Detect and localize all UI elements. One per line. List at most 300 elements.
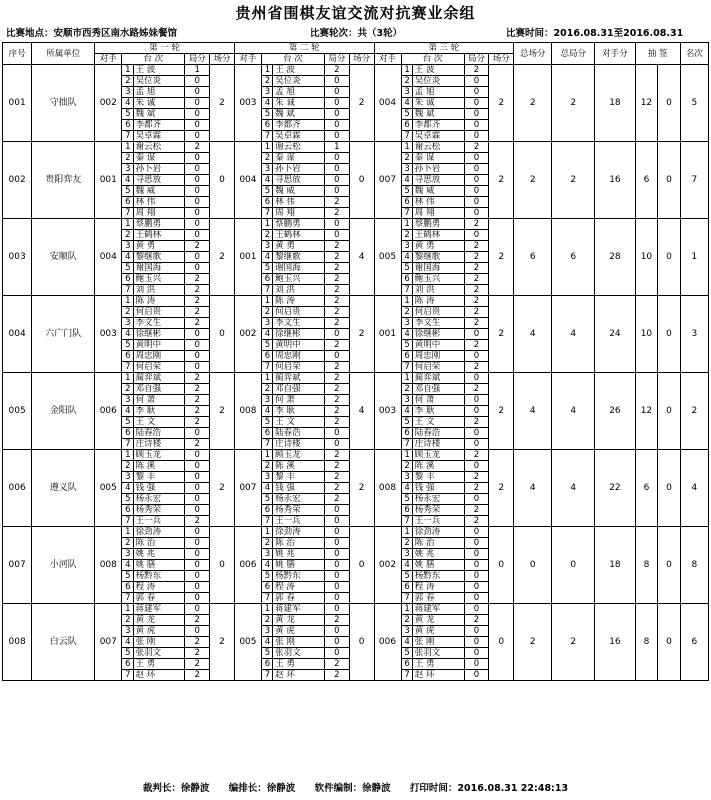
board-number: 1 (261, 296, 272, 307)
board-number: 6 (122, 582, 133, 593)
round-opponent: 006 (374, 604, 401, 681)
player-name: 黎 丰 (273, 472, 325, 483)
board-number: 4 (122, 560, 133, 571)
team-seq: 001 (3, 65, 32, 142)
board-number: 3 (261, 241, 272, 252)
opponent-points: 12 (635, 65, 658, 142)
board-number: 6 (261, 659, 272, 670)
team-name: 贵阳弈友 (32, 142, 95, 219)
board-number: 7 (261, 670, 272, 681)
round-match-points: 4 (349, 373, 374, 450)
board-number: 1 (122, 296, 133, 307)
round-opponent: 004 (374, 65, 401, 142)
game-points: 0 (324, 538, 349, 549)
board-number: 2 (401, 76, 412, 87)
game-points: 0 (464, 604, 489, 615)
player-name: 蔺弈斌 (412, 373, 464, 384)
game-points: 0 (464, 164, 489, 175)
board-number: 4 (122, 252, 133, 263)
game-points: 0 (185, 109, 210, 120)
total-points: 16 (595, 142, 636, 219)
game-points: 0 (464, 351, 489, 362)
game-points: 2 (185, 637, 210, 648)
game-points: 0 (464, 626, 489, 637)
game-points: 2 (185, 142, 210, 153)
player-name: 蔡鹏勇 (133, 219, 185, 230)
board-number: 7 (401, 439, 412, 450)
round-opponent: 003 (95, 296, 122, 373)
player-name: 黎 丰 (412, 472, 464, 483)
game-points: 0 (185, 164, 210, 175)
board-number: 1 (261, 604, 272, 615)
player-name: 杨秀荣 (412, 505, 464, 516)
board-number: 3 (261, 395, 272, 406)
board-number: 6 (261, 197, 272, 208)
board-number: 1 (401, 604, 412, 615)
total-points: 18 (595, 65, 636, 142)
board-number: 6 (122, 505, 133, 516)
game-points: 2 (324, 615, 349, 626)
game-points: 0 (324, 329, 349, 340)
game-points: 2 (324, 65, 349, 76)
board-number: 1 (122, 450, 133, 461)
player-name: 庄诗楼 (273, 439, 325, 450)
player-name: 黄 虎 (133, 626, 185, 637)
game-points: 0 (324, 560, 349, 571)
game-points: 0 (464, 428, 489, 439)
game-points: 2 (324, 659, 349, 670)
board-number: 2 (261, 615, 272, 626)
game-points: 2 (324, 384, 349, 395)
board-number: 5 (261, 263, 272, 274)
game-points: 0 (185, 252, 210, 263)
game-points: 0 (464, 670, 489, 681)
game-points: 2 (324, 395, 349, 406)
player-name: 何启贵 (273, 307, 325, 318)
game-points: 0 (185, 472, 210, 483)
game-points: 2 (324, 241, 349, 252)
game-points: 0 (324, 428, 349, 439)
game-points: 2 (185, 670, 210, 681)
footer (0, 780, 711, 798)
total-match-points: 4 (514, 450, 552, 527)
player-name: 杨秀荣 (273, 505, 325, 516)
board-number: 3 (401, 318, 412, 329)
game-points: 0 (185, 208, 210, 219)
game-points: 2 (464, 252, 489, 263)
player-name: 黎继歌 (273, 252, 325, 263)
draw-value: 0 (658, 373, 681, 450)
board-number: 6 (401, 120, 412, 131)
game-points: 2 (185, 439, 210, 450)
game-points: 2 (464, 450, 489, 461)
board-number: 7 (401, 670, 412, 681)
total-points: 28 (595, 219, 636, 296)
player-name: 王 勇 (133, 659, 185, 670)
player-name: 姚 膳 (273, 560, 325, 571)
game-points: 0 (324, 76, 349, 87)
player-name: 张羽文 (133, 648, 185, 659)
game-points: 2 (185, 318, 210, 329)
game-points: 0 (324, 516, 349, 527)
game-points: 0 (185, 230, 210, 241)
board-number: 5 (261, 186, 272, 197)
rank-value: 6 (680, 604, 708, 681)
rank-value: 2 (680, 373, 708, 450)
player-name: 陈 溪 (273, 461, 325, 472)
player-name: 吴位炎 (273, 76, 325, 87)
round-match-points: 2 (210, 219, 235, 296)
board-number: 5 (261, 571, 272, 582)
round-opponent: 005 (234, 604, 261, 681)
board-number: 1 (401, 296, 412, 307)
game-points: 0 (464, 197, 489, 208)
game-points: 2 (185, 615, 210, 626)
opponent-points: 6 (635, 142, 658, 219)
player-name: 谢国海 (412, 263, 464, 274)
game-points: 0 (464, 153, 489, 164)
game-points: 2 (464, 274, 489, 285)
player-name: 邓自强 (133, 384, 185, 395)
board-number: 2 (122, 76, 133, 87)
player-name: 刘 洪 (273, 285, 325, 296)
game-points: 2 (464, 318, 489, 329)
game-points: 2 (185, 648, 210, 659)
header-match-pts: 场分 (349, 54, 374, 65)
player-name: 程 涛 (412, 582, 464, 593)
team-seq: 005 (3, 373, 32, 450)
game-points: 0 (185, 362, 210, 373)
game-points: 0 (464, 538, 489, 549)
game-points: 0 (464, 593, 489, 604)
game-points: 2 (464, 505, 489, 516)
opponent-points: 10 (635, 296, 658, 373)
player-name: 魏 威 (133, 186, 185, 197)
game-points: 0 (185, 494, 210, 505)
player-name: 庄诗楼 (412, 439, 464, 450)
table-row (3, 527, 709, 538)
game-points: 0 (464, 549, 489, 560)
player-name: 林 伟 (133, 197, 185, 208)
game-points: 0 (464, 109, 489, 120)
player-name: 邓自强 (412, 384, 464, 395)
player-name: 王 波 (412, 65, 464, 76)
board-number: 3 (122, 395, 133, 406)
player-name: 陈 溪 (412, 461, 464, 472)
round-opponent: 004 (234, 142, 261, 219)
board-number: 2 (261, 230, 272, 241)
board-number: 2 (261, 307, 272, 318)
player-name: 鲍玉兴 (273, 274, 325, 285)
game-points: 0 (464, 208, 489, 219)
board-number: 7 (401, 208, 412, 219)
board-number: 2 (122, 384, 133, 395)
total-points: 24 (595, 296, 636, 373)
round-opponent: 008 (374, 450, 401, 527)
player-name: 周忠刚 (133, 351, 185, 362)
board-number: 1 (261, 142, 272, 153)
game-points: 0 (464, 76, 489, 87)
round-opponent: 008 (234, 373, 261, 450)
board-number: 4 (401, 252, 412, 263)
game-points: 2 (185, 659, 210, 670)
player-name: 孙卜岩 (273, 164, 325, 175)
player-name: 谢云松 (133, 142, 185, 153)
game-points: 0 (185, 153, 210, 164)
board-number: 4 (401, 329, 412, 340)
player-name: 周忠刚 (412, 351, 464, 362)
game-points: 0 (464, 406, 489, 417)
total-match-points: 6 (514, 219, 552, 296)
game-points: 2 (324, 307, 349, 318)
player-name: 王一兵 (273, 516, 325, 527)
game-points: 0 (464, 659, 489, 670)
player-name: 杨永宏 (273, 494, 325, 505)
round-match-points: 0 (349, 527, 374, 604)
player-name: 黎继歌 (412, 252, 464, 263)
board-number: 1 (401, 373, 412, 384)
board-number: 7 (122, 285, 133, 296)
board-number: 6 (261, 351, 272, 362)
board-number: 3 (401, 549, 412, 560)
board-number: 5 (261, 417, 272, 428)
player-name: 王 文 (412, 417, 464, 428)
board-number: 2 (401, 384, 412, 395)
player-name: 何 萧 (133, 395, 185, 406)
player-name: 陈 涛 (273, 296, 325, 307)
player-name: 徐继彬 (133, 329, 185, 340)
board-number: 1 (261, 373, 272, 384)
player-name: 王 文 (273, 417, 325, 428)
game-points: 2 (464, 241, 489, 252)
round-opponent: 007 (374, 142, 401, 219)
round-match-points: 0 (210, 142, 235, 219)
game-points: 0 (464, 494, 489, 505)
board-number: 5 (122, 571, 133, 582)
player-name: 魏 威 (412, 186, 464, 197)
board-number: 6 (261, 428, 272, 439)
board-number: 6 (401, 274, 412, 285)
player-name: 李 耿 (412, 406, 464, 417)
game-points: 0 (464, 571, 489, 582)
table-row (3, 219, 709, 230)
player-name: 黄 龙 (412, 615, 464, 626)
team-seq: 006 (3, 450, 32, 527)
board-number: 2 (261, 384, 272, 395)
board-number: 7 (122, 670, 133, 681)
game-points: 2 (324, 285, 349, 296)
player-name: 谢国海 (273, 263, 325, 274)
game-points: 0 (464, 186, 489, 197)
board-number: 3 (261, 626, 272, 637)
player-name: 秦 谋 (133, 153, 185, 164)
board-number: 5 (261, 109, 272, 120)
board-number: 4 (261, 560, 272, 571)
game-points: 0 (464, 87, 489, 98)
game-points: 2 (185, 274, 210, 285)
player-name: 陈 治 (133, 538, 185, 549)
player-name: 李文生 (133, 318, 185, 329)
player-name: 杨永宏 (133, 494, 185, 505)
game-points: 2 (324, 296, 349, 307)
player-name: 黎继歌 (133, 252, 185, 263)
player-name: 张 刚 (412, 637, 464, 648)
game-points: 0 (185, 604, 210, 615)
board-number: 7 (122, 208, 133, 219)
draw-value: 0 (658, 450, 681, 527)
board-number: 1 (261, 65, 272, 76)
game-points: 2 (185, 384, 210, 395)
game-points: 2 (324, 450, 349, 461)
board-number: 5 (122, 494, 133, 505)
player-name: 陈 涛 (133, 296, 185, 307)
game-points: 0 (185, 340, 210, 351)
round-match-points: 2 (349, 450, 374, 527)
game-points: 0 (324, 527, 349, 538)
player-name: 陆春浩 (273, 428, 325, 439)
board-number: 5 (261, 648, 272, 659)
board-number: 6 (122, 351, 133, 362)
game-points: 2 (185, 417, 210, 428)
board-number: 2 (122, 461, 133, 472)
player-name: 谢云松 (412, 142, 464, 153)
game-points: 2 (324, 318, 349, 329)
board-number: 7 (401, 516, 412, 527)
total-game-points: 4 (552, 450, 595, 527)
game-points: 0 (464, 527, 489, 538)
round-match-points: 0 (489, 604, 514, 681)
game-points: 0 (464, 98, 489, 109)
game-points: 0 (185, 549, 210, 560)
game-points: 2 (324, 461, 349, 472)
total-match-points: 4 (514, 296, 552, 373)
game-points: 2 (324, 208, 349, 219)
round-opponent: 003 (374, 373, 401, 450)
board-number: 1 (122, 219, 133, 230)
board-number: 4 (401, 483, 412, 494)
player-name: 寻思放 (133, 175, 185, 186)
total-match-points: 4 (514, 373, 552, 450)
board-number: 3 (122, 241, 133, 252)
board-number: 2 (122, 307, 133, 318)
player-name: 黄 勇 (133, 241, 185, 252)
board-number: 4 (122, 175, 133, 186)
team-name: 金阳队 (32, 373, 95, 450)
rank-value: 8 (680, 527, 708, 604)
board-number: 5 (401, 109, 412, 120)
header-board: 台 次 (261, 54, 324, 65)
header-round3: 第 三 轮 (374, 43, 514, 54)
board-number: 7 (261, 362, 272, 373)
player-name: 顾玉龙 (133, 450, 185, 461)
board-number: 2 (401, 615, 412, 626)
player-name: 王 波 (273, 65, 325, 76)
game-points: 0 (464, 175, 489, 186)
board-number: 4 (122, 406, 133, 417)
header-board: 台 次 (122, 54, 185, 65)
board-number: 5 (261, 494, 272, 505)
player-name: 蔡鹏勇 (273, 219, 325, 230)
game-points: 0 (324, 582, 349, 593)
game-points: 2 (324, 340, 349, 351)
board-number: 5 (401, 648, 412, 659)
draw-value: 0 (658, 527, 681, 604)
player-name: 周 翔 (273, 208, 325, 219)
board-number: 1 (122, 142, 133, 153)
table-row (3, 296, 709, 307)
team-seq: 008 (3, 604, 32, 681)
board-number: 3 (401, 395, 412, 406)
draw-value: 0 (658, 142, 681, 219)
player-name: 鲍玉兴 (133, 274, 185, 285)
total-match-points: 2 (514, 142, 552, 219)
player-name: 李都齐 (273, 120, 325, 131)
player-name: 陈 涛 (412, 296, 464, 307)
game-points: 1 (185, 65, 210, 76)
board-number: 4 (401, 175, 412, 186)
game-points: 0 (464, 439, 489, 450)
board-number: 3 (261, 318, 272, 329)
board-number: 6 (122, 274, 133, 285)
board-number: 1 (122, 65, 133, 76)
board-number: 6 (261, 274, 272, 285)
board-number: 1 (261, 450, 272, 461)
game-points: 0 (324, 439, 349, 450)
header-match-pts: 场分 (489, 54, 514, 65)
game-points: 0 (324, 153, 349, 164)
board-number: 1 (122, 527, 133, 538)
game-points: 2 (464, 263, 489, 274)
round-match-points: 2 (210, 373, 235, 450)
player-name: 陈 治 (273, 538, 325, 549)
board-number: 1 (122, 373, 133, 384)
player-name: 徐继彬 (273, 329, 325, 340)
game-points: 2 (324, 417, 349, 428)
player-name: 谢国海 (133, 263, 185, 274)
opponent-points: 6 (635, 450, 658, 527)
player-name: 黄 虎 (412, 626, 464, 637)
player-name: 朱 诚 (273, 98, 325, 109)
board-number: 3 (122, 626, 133, 637)
team-name: 白云队 (32, 604, 95, 681)
player-name: 朱 诚 (133, 98, 185, 109)
board-number: 3 (401, 241, 412, 252)
header-round2: 第 二 轮 (234, 43, 374, 54)
player-name: 黄明中 (273, 340, 325, 351)
round-match-points: 2 (489, 142, 514, 219)
board-number: 1 (401, 65, 412, 76)
game-points: 0 (185, 175, 210, 186)
game-points: 2 (324, 373, 349, 384)
game-points: 2 (464, 615, 489, 626)
team-name: 遵义队 (32, 450, 95, 527)
board-number: 3 (122, 318, 133, 329)
game-points: 2 (464, 307, 489, 318)
player-name: 黄 龙 (133, 615, 185, 626)
header-board: 台 次 (401, 54, 464, 65)
player-name: 蔺弈斌 (273, 373, 325, 384)
player-name: 王 波 (133, 65, 185, 76)
round-match-points: 2 (489, 450, 514, 527)
board-number: 6 (122, 659, 133, 670)
player-name: 李文生 (412, 318, 464, 329)
player-name: 姚 膳 (133, 560, 185, 571)
game-points: 0 (324, 219, 349, 230)
board-number: 6 (261, 120, 272, 131)
player-name: 程 涛 (133, 582, 185, 593)
player-name: 徐劲涛 (412, 527, 464, 538)
board-number: 5 (122, 186, 133, 197)
